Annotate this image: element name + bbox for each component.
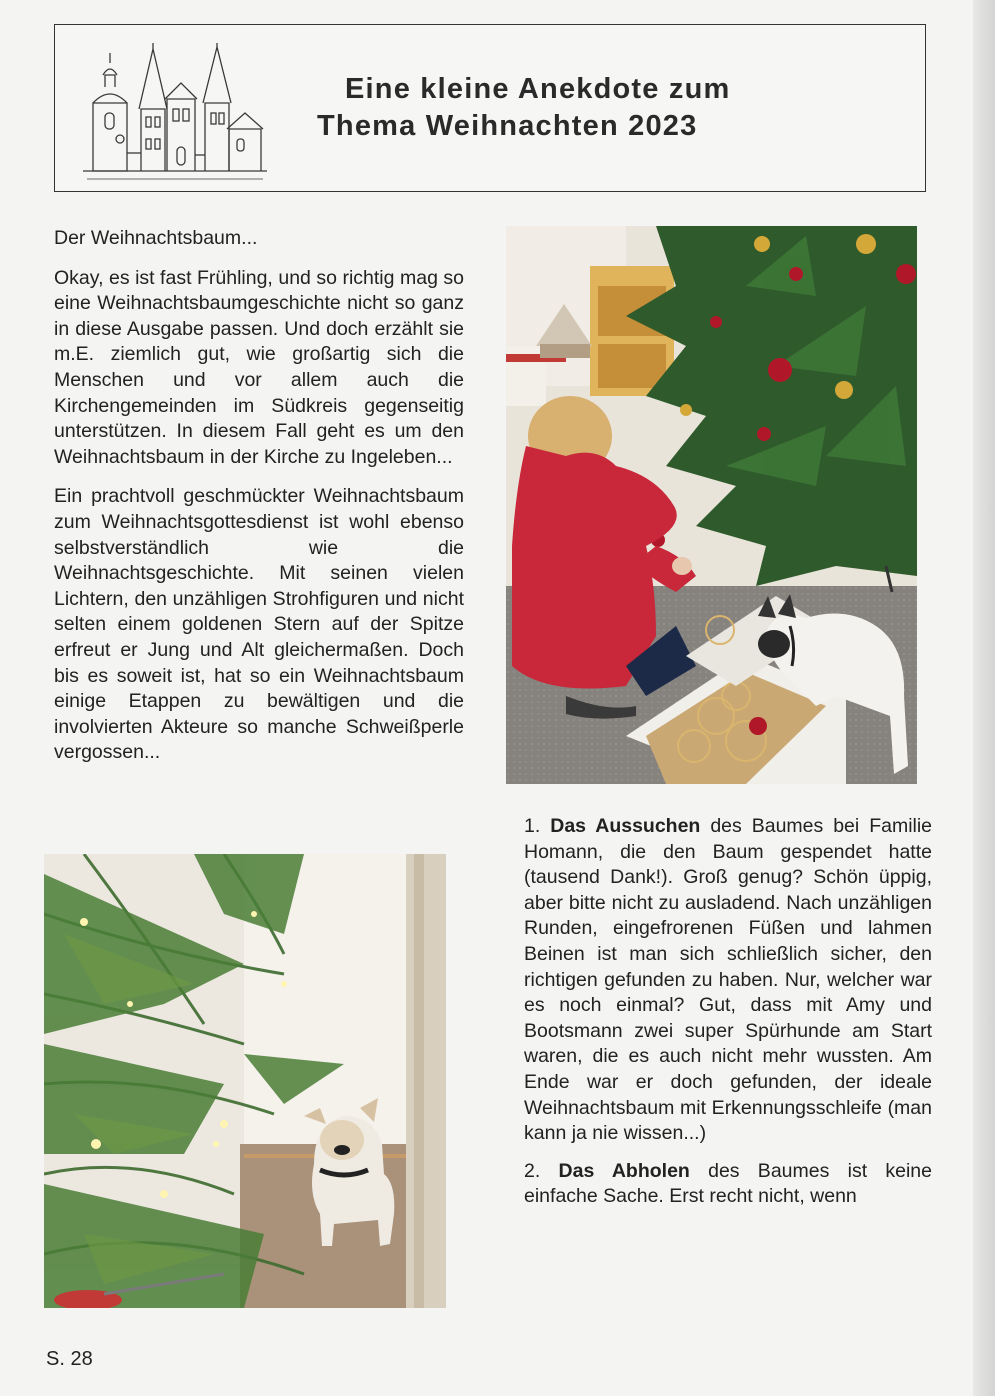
- header-box: [54, 24, 926, 192]
- item-1-heading: Das Aussuchen: [550, 815, 701, 837]
- photo-dog-under-tree: [44, 854, 446, 1308]
- title-line-2: Thema Weihnachten 2023: [317, 110, 698, 142]
- item-1-text: des Baumes bei Familie Homann, die den Baum gespendet hatte (tausend Dank!). Groß genug? Schön üppig, aber bitte nicht zu ausladend. Nach unzähligen Runden, eingefrorenen Füßen und lahmen Beinen ist man sich schließlich sicher, den richtigen gefunden zu haben. Nur, welcher war es noch einmal? Gut, dass mit Amy und Bootsmann zwei super Spürhunde am Start waren, die es auch nicht mehr wussten. Am Ende war er doch gefunden, der ideale Weihnachtsbaum mit Erkennungsschleife (man kann ja nie wissen...): [524, 815, 933, 1145]
- item-2-number: 2.: [524, 1159, 541, 1182]
- item-1-number: 1.: [524, 815, 541, 837]
- page-number: S. 28: [46, 1348, 93, 1370]
- item-2-heading: Das Abholen: [558, 1159, 690, 1182]
- title-line-1: Eine kleine Anekdote zum: [345, 73, 731, 105]
- list-item-2: [524, 1159, 932, 1210]
- left-column: [54, 226, 464, 780]
- paragraph-2: Ein prachtvoll geschmückter Weihnachtsbaum zum Weihnachtsgottesdienst ist wohl ebenso selbstverständlich wie die Weihnachtsgeschichte. Mit seinen vielen Lichtern, den unzähligen Strohfiguren und nicht selten einem goldenen Stern auf der Spitze erfreut er Jung und Alt gleichermaßen. Doch bis es soweit ist, hat so ein Weihnachtsbaum einige Etappen zu bewältigen und die involvierten Akteure so manche Schweißperle vergossen...: [54, 485, 464, 764]
- paragraph-1: Okay, es ist fast Frühling, und so richtig mag so eine Weihnachtsbaumgeschichte nicht so ganz in diese Ausgabe passen. Und doch erzählt sie m.E. ziemlich gut, wie großartig sich die Menschen und vor allem auch die Kirchengemeinden im Südkreis gegenseitig unterstützen. In diesem Fall geht es um den Weihnachtsbaum in der Kirche zu Ingeleben...: [54, 266, 464, 468]
- intro-line: Der Weihnachtsbaum...: [54, 227, 258, 249]
- photo-decorating-tree: [506, 226, 917, 784]
- item-2-text: des Baumes ist keine einfache Sache. Erst recht nicht, wenn: [524, 1159, 932, 1208]
- page-title: [317, 71, 857, 145]
- church-logo-icon: [83, 43, 267, 183]
- page-edge: [973, 0, 995, 1396]
- list-item-1: [524, 814, 932, 1147]
- right-column: [524, 814, 932, 1222]
